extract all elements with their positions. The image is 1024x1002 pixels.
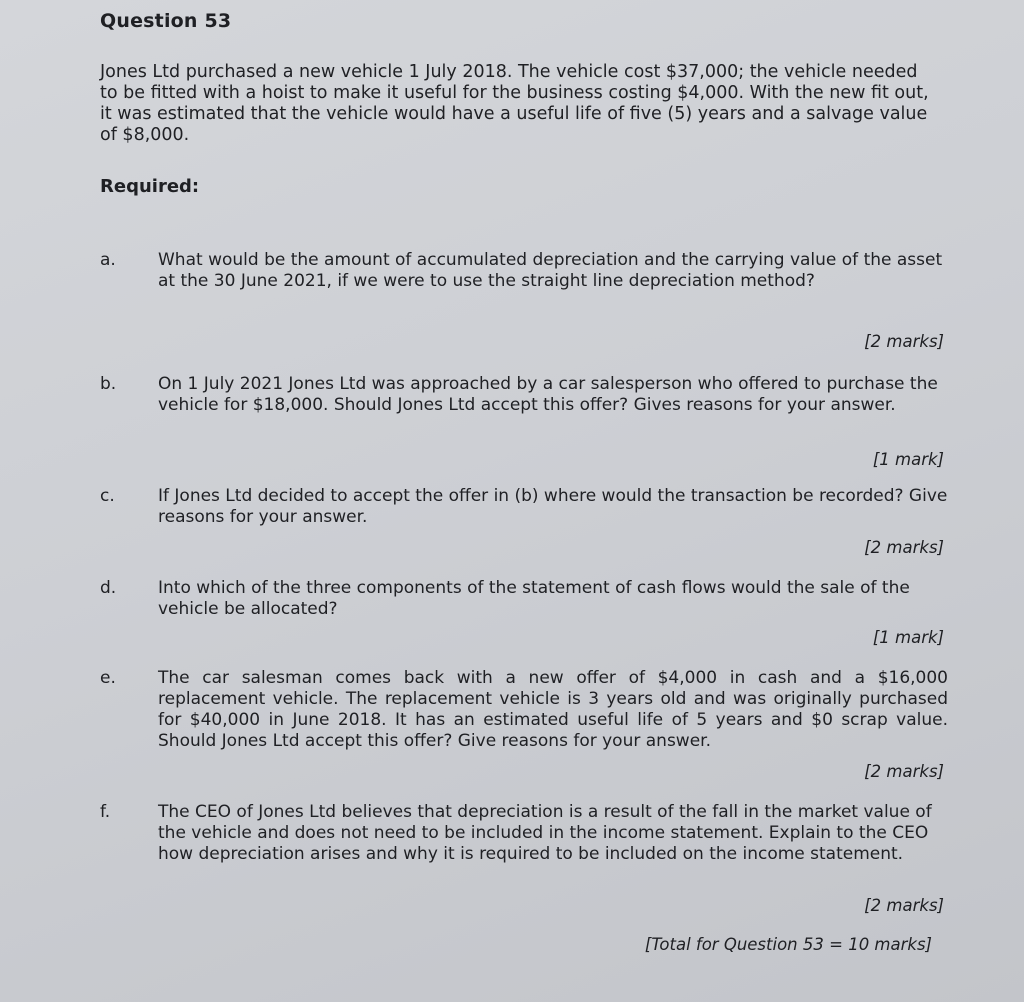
part-marks: [2 marks] [864,762,944,781]
question-intro: Jones Ltd purchased a new vehicle 1 July 2018. The vehicle cost $37,000; the vehicle needed to be fitted with a hoist to make it useful for the business costing $4,000. With the new fit out, it was estimated that the vehicle would have a useful life of five (5) years and a salvage value of $8,000. [100,62,929,145]
part-text: If Jones Ltd decided to accept the offer in (b) where would the transaction be recorded? Give reasons for your answer. [158,486,948,527]
part-text: Into which of the three components of the statement of cash flows would the sale of the vehicle be allocated? [158,578,910,619]
part-text: What would be the amount of accumulated depreciation and the carrying value of the asset at the 30 June 2021, if we were to use the straight line depreciation method? [158,250,943,291]
part-letter: b. [100,374,117,394]
part-marks: [1 mark] [872,628,944,647]
part-letter: a. [100,250,116,270]
part-marks: [2 marks] [864,332,944,351]
part-letter: e. [100,668,116,688]
part-marks: [2 marks] [864,538,944,557]
part-text: The car salesman comes back with a new offer of $4,000 in cash and a $16,000 replacement vehicle. The replacement vehicle is 3 years old and was originally purchased for $40,000 in June 2018. It has an estimated useful life of 5 years and $0 scrap value. Should Jones Ltd accept this offer? Give reasons for your answer. [158,668,948,751]
part-text: The CEO of Jones Ltd believes that depreciation is a result of the fall in the market value of the vehicle and does not need to be included in the income statement. Explain to the CEO how depreciation arises and why it is required to be included on the income statement. [158,802,932,864]
part-text: On 1 July 2021 Jones Ltd was approached by a car salesperson who offered to purchase the vehicle for $18,000. Should Jones Ltd accept this offer? Gives reasons for your answer. [158,374,938,415]
question-title: Question 53 [100,10,232,32]
part-letter: f. [100,802,111,822]
question-total-marks: [Total for Question 53 = 10 marks] [644,935,932,954]
part-marks: [1 mark] [872,450,944,469]
part-letter: d. [100,578,117,598]
required-heading: Required: [100,176,200,197]
part-letter: c. [100,486,115,506]
part-marks: [2 marks] [864,896,944,915]
